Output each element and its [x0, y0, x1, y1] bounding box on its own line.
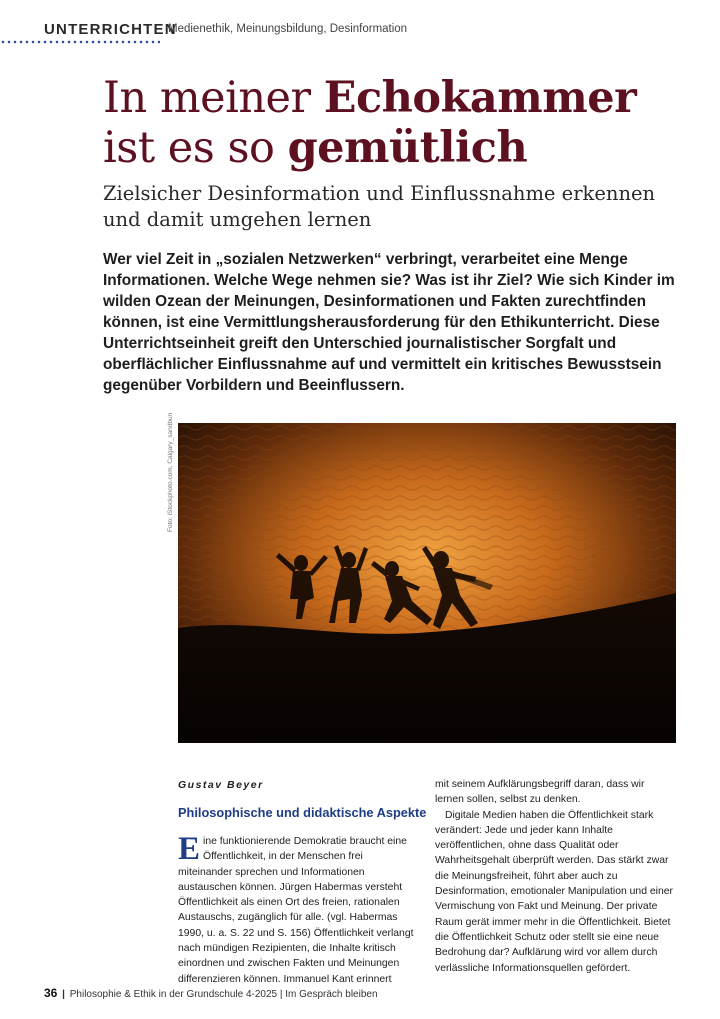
publication-info: Philosophie & Ethik in der Grundschule 4-2025 | Im Gespräch bleiben: [69, 989, 378, 1000]
photo-credit: Foto: iStockphoto.com, Calgary_sandbun: [167, 412, 174, 532]
footer-separator: |: [62, 989, 65, 1000]
section-label: UNTERRICHTEN: [44, 21, 177, 38]
page-number: 36: [44, 986, 58, 1000]
lead-paragraph: Wer viel Zeit in „sozialen Netzwerken“ verbringt, verarbeitet eine Menge Informationen. Welche Wege nehmen sie? Was ist ihr Ziel? Wie sich Kinder im wilden Ozean der Meinungen, Desinformationen und Fakten zurechtfinden können, ist eine Vermittlungsherausforderung für den Ethikunterricht. Diese Unterrichtseinheit greift den Unterschied journalistischer Sorgfalt und oberflächlicher Einflussnahme auf und vermittelt ein kritisches Bewusstsein gegenüber Vorbildern und Beeinflussern.: [103, 251, 675, 394]
body-column-left: [178, 831, 418, 987]
shadow-dancers-image: [178, 423, 676, 743]
drop-cap: E: [178, 831, 201, 867]
article-photo: [178, 423, 676, 743]
article-title: In meiner Echokammer ist es so gemütlich: [103, 73, 637, 173]
body-column-right: [435, 777, 675, 976]
article-subtitle: Zielsicher Desinformation und Einflussnahme erkennen und damit umgehen lernen: [103, 182, 656, 231]
page-footer: [44, 986, 378, 1000]
body-paragraph: Digitale Medien haben die Öffentlichkeit stark verändert: Jede und jeder kann Inhalte veröffentlichen, ohne dass Qualität oder Wahrheitsgehalt überprüft werden. Das stärkt zwar die Meinungsfreiheit, führt aber auch zu Desinformation, emotionaler Manipulation und einer Vermischung von Fakt und Meinung. Der private Raum gerät immer mehr in die Öffentlichkeit. Bietet die Öffentlichkeit Schutz oder stellt sie eine neue Bedrohung dar? Aufklärung wird vor allem durch verlässliche Informationsquellen gefördert.: [435, 809, 673, 974]
author-name: Gustav Beyer: [178, 779, 264, 791]
body-paragraph: Eine funktionierende Demokratie braucht eine Öffentlichkeit, in der Menschen frei miteinander sprechen und Informationen austauschen können. Jürgen Habermas versteht Öffentlichkeit als einen Ort des freien, rationalen Austauschs, zugänglich für alle. (vgl. Habermas 1990, u. a. S. 22 und S. 156) Öffentlichkeit verlangt nach mündigen Rezipienten, die Inhalte kritisch einordnen und zwischen Fakten und Meinungen differenzieren können. Immanuel Kant erinnert: [178, 831, 414, 985]
dotted-rule: [0, 40, 160, 44]
section-subhead: Philosophische und didaktische Aspekte: [178, 805, 427, 820]
topic-tags: Medienethik, Meinungsbildung, Desinformation: [168, 23, 408, 35]
body-paragraph-continued: mit seinem Aufklärungsbegriff daran, dass wir lernen sollen, selbst zu denken.: [435, 779, 645, 806]
running-header: [44, 18, 684, 42]
